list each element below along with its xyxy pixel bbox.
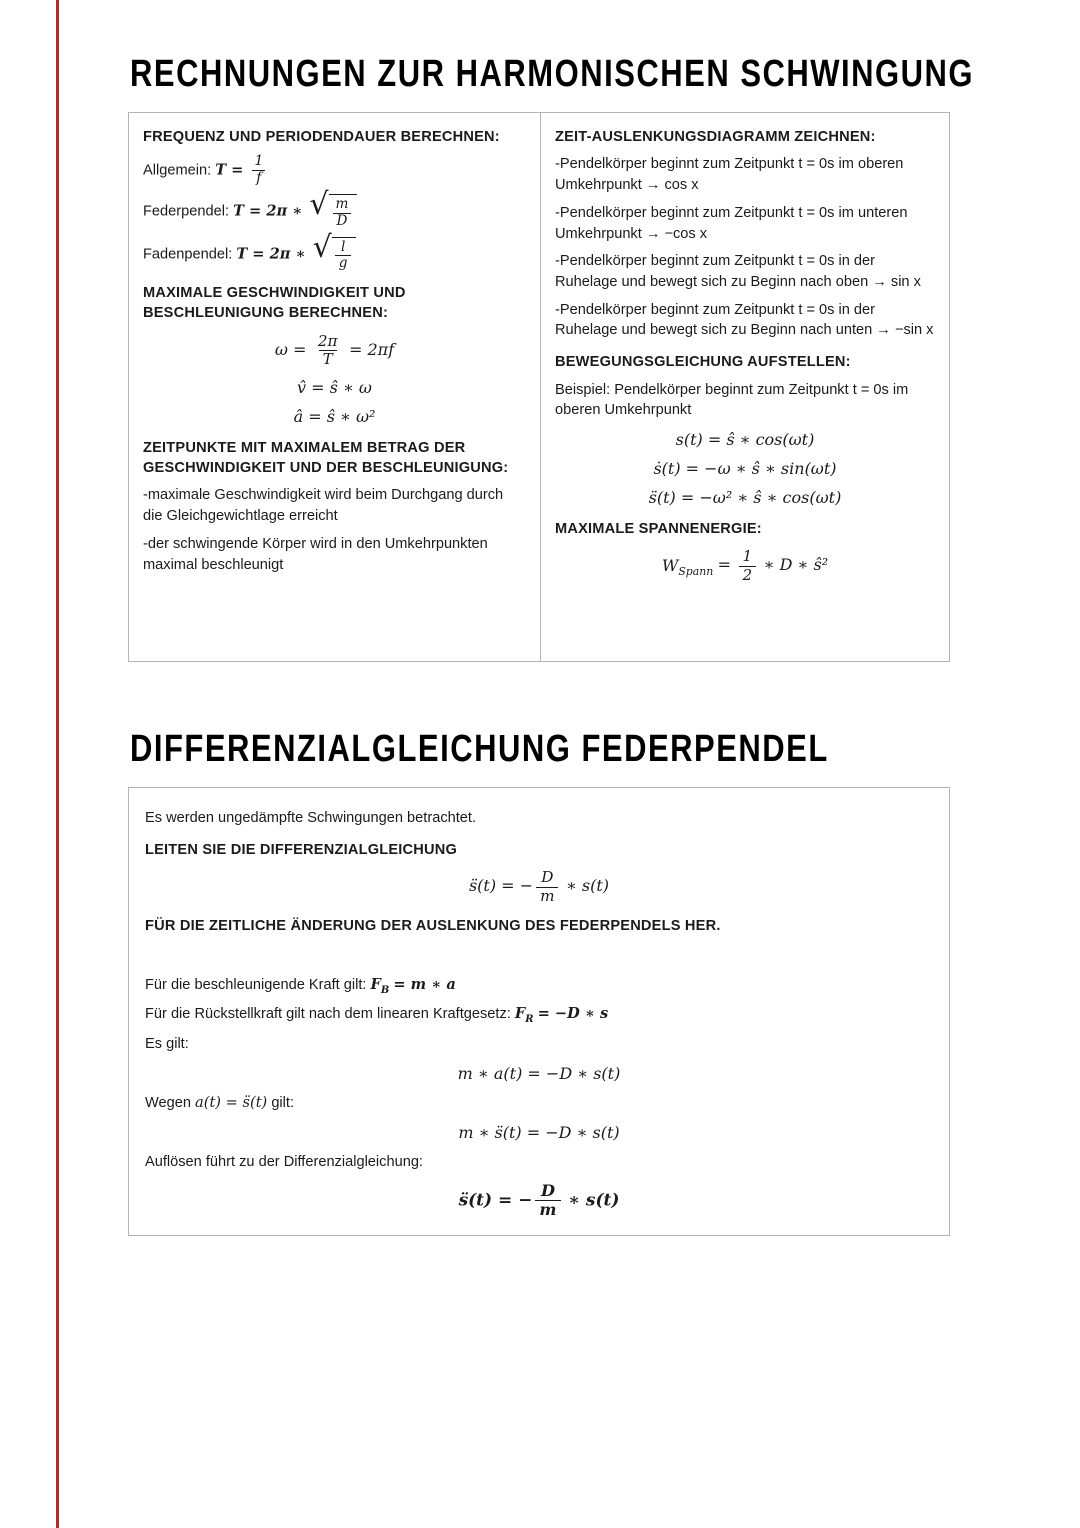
- allgemein-lhs: T =: [215, 161, 244, 179]
- numerator: 1: [742, 547, 753, 566]
- formula-vmax: [143, 378, 526, 398]
- s-t-equation: s(t) = ŝ ∗ cos(ωt): [675, 430, 815, 450]
- formula-ma: [145, 1064, 933, 1084]
- formula-dgl: [145, 869, 933, 905]
- omega-fraction: [314, 333, 342, 369]
- kraft-rueckstell-line: [145, 1004, 933, 1027]
- denominator: m: [535, 1200, 560, 1220]
- denominator: f: [252, 170, 265, 187]
- heading-bewegungsgleichung: BEWEGUNGSGLEICHUNG AUFSTELLEN:: [555, 354, 851, 371]
- dgl-rhs: ∗ s(t): [565, 876, 610, 896]
- numerator: 1: [254, 153, 264, 170]
- allgemein-label: Allgemein:: [143, 162, 212, 179]
- formula-omega: [143, 333, 526, 369]
- s-punkt-equation: ṡ(t) = −ω ∗ ŝ ∗ sin(ωt): [653, 459, 837, 479]
- dgl-lhs: s̈(t) = −: [468, 876, 534, 896]
- numerator: m: [335, 196, 349, 213]
- dgl-final-fraction: [535, 1182, 560, 1220]
- formula-ms: [145, 1123, 933, 1143]
- kraft-beschleunigend-line: [145, 975, 933, 998]
- fadenpendel-lhs: T = 2π ∗: [236, 245, 306, 263]
- denominator: m: [536, 887, 558, 905]
- heading-zeit-auslenkungsdiagramm: ZEIT-AUSLENKUNGSDIAGRAMM ZEICHNEN:: [555, 129, 876, 145]
- denominator: T: [319, 350, 337, 368]
- wegen-post: gilt:: [271, 1095, 295, 1112]
- heading-spannenergie: MAXIMALE SPANNENERGIE:: [555, 521, 762, 538]
- kraft-b-text: Für die beschleunigende Kraft gilt:: [145, 976, 367, 993]
- ms-equation: m ∗ s̈(t) = −D ∗ s(t): [458, 1122, 620, 1142]
- fadenpendel-label: Fadenpendel:: [143, 246, 233, 263]
- aufloesen-text: Auflösen führt zu der Differenzialgleichung:: [145, 1153, 423, 1170]
- force-b-main: F: [370, 975, 381, 993]
- formula-federpendel: [143, 187, 526, 229]
- bullet-max-beschleunigung: -der schwingende Körper wird in den Umkehrpunkten maximal beschleunigt: [143, 535, 488, 573]
- box1-left-column: [129, 113, 541, 661]
- beispiel-text: Beispiel: Pendelkörper beginnt zum Zeitpunkt t = 0s im oberen Umkehrpunkt: [555, 381, 909, 419]
- formula-dgl-final: [145, 1182, 933, 1220]
- force-b-subscript: B: [380, 984, 390, 996]
- denominator: 2: [739, 566, 757, 584]
- radicand: [332, 237, 357, 272]
- fadenpendel-sqrt: [312, 229, 357, 272]
- allgemein-fraction: [250, 154, 267, 187]
- formula-allgemein: [143, 154, 526, 187]
- vmax-equation: v̂ = ŝ ∗ ω: [297, 377, 372, 397]
- formula-s-punkt-t: [555, 459, 935, 479]
- numerator: l: [340, 238, 346, 255]
- amax-equation: â = ŝ ∗ ω²: [293, 406, 376, 426]
- dgl-final-rhs: ∗ s(t): [568, 1190, 620, 1211]
- es-gilt-text: Es gilt:: [145, 1036, 189, 1053]
- radicand: [329, 194, 358, 229]
- wegen-pre: Wegen: [145, 1095, 191, 1112]
- kraft-r-text: Für die Rückstellkraft gilt nach dem linearen Kraftgesetz:: [145, 1006, 511, 1023]
- kraft-r-rhs: = −D ∗ s: [537, 1005, 609, 1023]
- kraft-r-symbol: [514, 1005, 534, 1026]
- formula-fadenpendel: [143, 229, 526, 272]
- s-zweipunkt-equation: s̈(t) = −ω² ∗ ŝ ∗ cos(ωt): [648, 488, 842, 508]
- federpendel-sqrt: [309, 187, 357, 229]
- formula-s-t: [555, 430, 935, 450]
- wspann-fraction: [739, 548, 757, 584]
- section1-title: RECHNUNGEN ZUR HARMONISCHEN SCHWINGUNG: [130, 52, 975, 95]
- wspann-main: W: [661, 555, 679, 575]
- ma-equation: m ∗ a(t) = −D ∗ s(t): [457, 1064, 621, 1084]
- bullet-oberer-umkehrpunkt: -Pendelkörper beginnt zum Zeitpunkt t = 0s im oberen Umkehrpunkt → cos x: [555, 156, 904, 194]
- heading-fuer-auslenkung: FÜR DIE ZEITLICHE ÄNDERUNG DER AUSLENKUNG DES FEDERPENDELS HER.: [145, 918, 721, 935]
- fadenpendel-fraction: [335, 240, 352, 272]
- heading-zeitpunkte: ZEITPUNKTE MIT MAXIMALEM BETRAG DER GESCHWINDIGKEIT UND DER BESCHLEUNIGUNG:: [143, 439, 509, 477]
- radical-sign: √: [309, 187, 329, 223]
- notebook-margin-line: [56, 0, 59, 1528]
- bullet-max-geschwindigkeit: -maximale Geschwindigkeit wird beim Durchgang durch die Gleichgewichtlage erreicht: [143, 487, 504, 525]
- dgl-fraction: [536, 869, 558, 905]
- intro-text: Es werden ungedämpfte Schwingungen betrachtet.: [145, 810, 477, 826]
- omega-rhs: = 2πf: [349, 339, 395, 359]
- harmonische-schwingung-box: [128, 112, 950, 662]
- formula-amax: [143, 407, 526, 427]
- wegen-math: a(t) = s̈(t): [195, 1094, 268, 1112]
- denominator: D: [333, 213, 352, 230]
- omega-lhs: ω =: [274, 339, 307, 359]
- heading-frequenz-periodendauer: FREQUENZ UND PERIODENDAUER BERECHNEN:: [143, 129, 500, 145]
- radical-sign: √: [312, 229, 332, 265]
- dgl-final-lhs: s̈(t) = −: [458, 1190, 533, 1211]
- numerator: D: [540, 1180, 555, 1200]
- kraft-b-symbol: [370, 975, 390, 996]
- formula-wspann: [555, 548, 935, 584]
- wspann-symbol: [661, 555, 714, 578]
- wspann-subscript: Spann: [678, 564, 714, 578]
- bullet-ruhelage-unten: -Pendelkörper beginnt zum Zeitpunkt t = 0s in der Ruhelage und bewegt sich zu Beginn nach unten → −sin x: [555, 301, 934, 339]
- box1-right-column: [541, 113, 949, 661]
- wegen-line: [145, 1093, 933, 1114]
- bullet-ruhelage-oben: -Pendelkörper beginnt zum Zeitpunkt t = 0s in der Ruhelage und bewegt sich zu Beginn nach oben → sin x: [555, 253, 921, 291]
- wspann-rhs: ∗ D ∗ ŝ²: [763, 555, 829, 575]
- differenzialgleichung-box: [128, 787, 950, 1236]
- force-r-subscript: R: [525, 1014, 534, 1026]
- spacer: [145, 942, 933, 968]
- force-r-main: F: [514, 1005, 526, 1023]
- federpendel-fraction: [332, 197, 353, 229]
- federpendel-lhs: T = 2π ∗: [233, 202, 303, 220]
- numerator: D: [541, 868, 554, 887]
- bullet-unterer-umkehrpunkt: -Pendelkörper beginnt zum Zeitpunkt t = 0s im unteren Umkehrpunkt → −cos x: [555, 204, 908, 242]
- kraft-b-rhs: = m ∗ a: [393, 975, 456, 993]
- formula-s-zweipunkt-t: [555, 488, 935, 508]
- wspann-equals: =: [717, 555, 732, 575]
- denominator: g: [335, 255, 352, 272]
- heading-max-geschwindigkeit: MAXIMALE GESCHWINDIGKEIT UND BESCHLEUNIGUNG BERECHNEN:: [143, 284, 406, 322]
- section2-title: DIFFERENZIALGLEICHUNG FEDERPENDEL: [130, 727, 829, 770]
- heading-leiten: LEITEN SIE DIE DIFFERENZIALGLEICHUNG: [145, 841, 458, 858]
- numerator: 2π: [317, 331, 338, 350]
- federpendel-label: Federpendel:: [143, 203, 230, 220]
